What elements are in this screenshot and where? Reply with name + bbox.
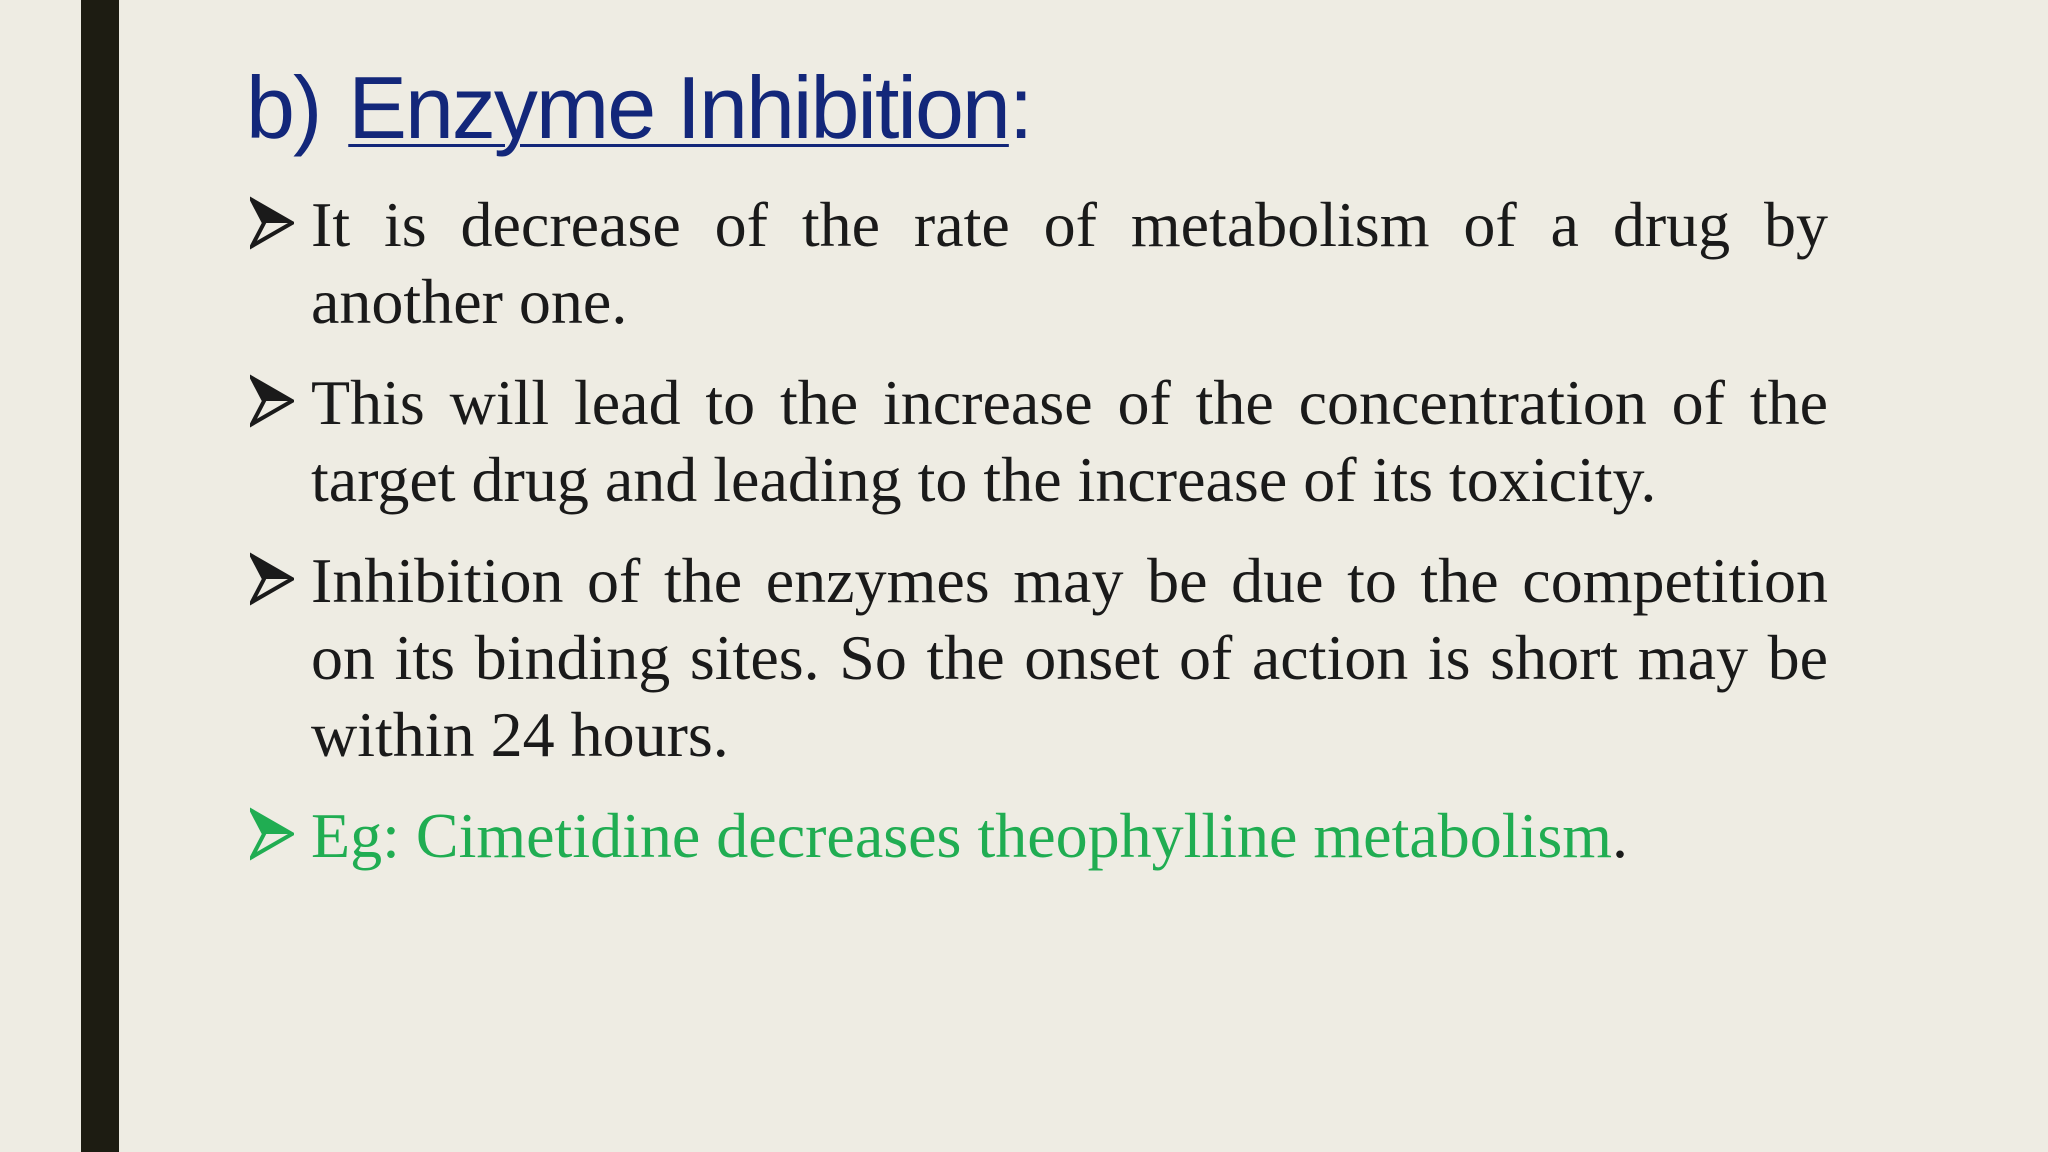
accent-bar	[81, 0, 119, 1152]
slide-title	[246, 56, 1031, 160]
bullet-text: Eg: Cimetidine decreases theophylline metabolism	[311, 800, 1612, 871]
title-colon: :	[1008, 58, 1032, 157]
arrowhead-bullet-icon	[250, 370, 294, 432]
bullet-item	[250, 364, 1828, 518]
bullet-text: It is decrease of the rate of metabolism of a drug by another one.	[311, 189, 1828, 337]
bullet-item	[250, 186, 1828, 340]
arrowhead-bullet-icon	[250, 192, 294, 254]
title-text: Enzyme Inhibition	[348, 58, 1009, 157]
bullet-text: This will lead to the increase of the concentration of the target drug and leading to the increase of its toxicity.	[311, 367, 1828, 515]
bullet-period: .	[1612, 800, 1628, 871]
bullet-item	[250, 542, 1828, 773]
arrowhead-bullet-icon	[250, 548, 294, 610]
bullet-text: Inhibition of the enzymes may be due to the competition on its binding sites. So the onset of action is short may be within 24 hours.	[311, 545, 1828, 770]
bullet-list	[250, 186, 1828, 898]
arrowhead-bullet-icon	[250, 803, 294, 865]
title-prefix: b)	[246, 58, 321, 157]
bullet-item-example	[250, 797, 1828, 874]
